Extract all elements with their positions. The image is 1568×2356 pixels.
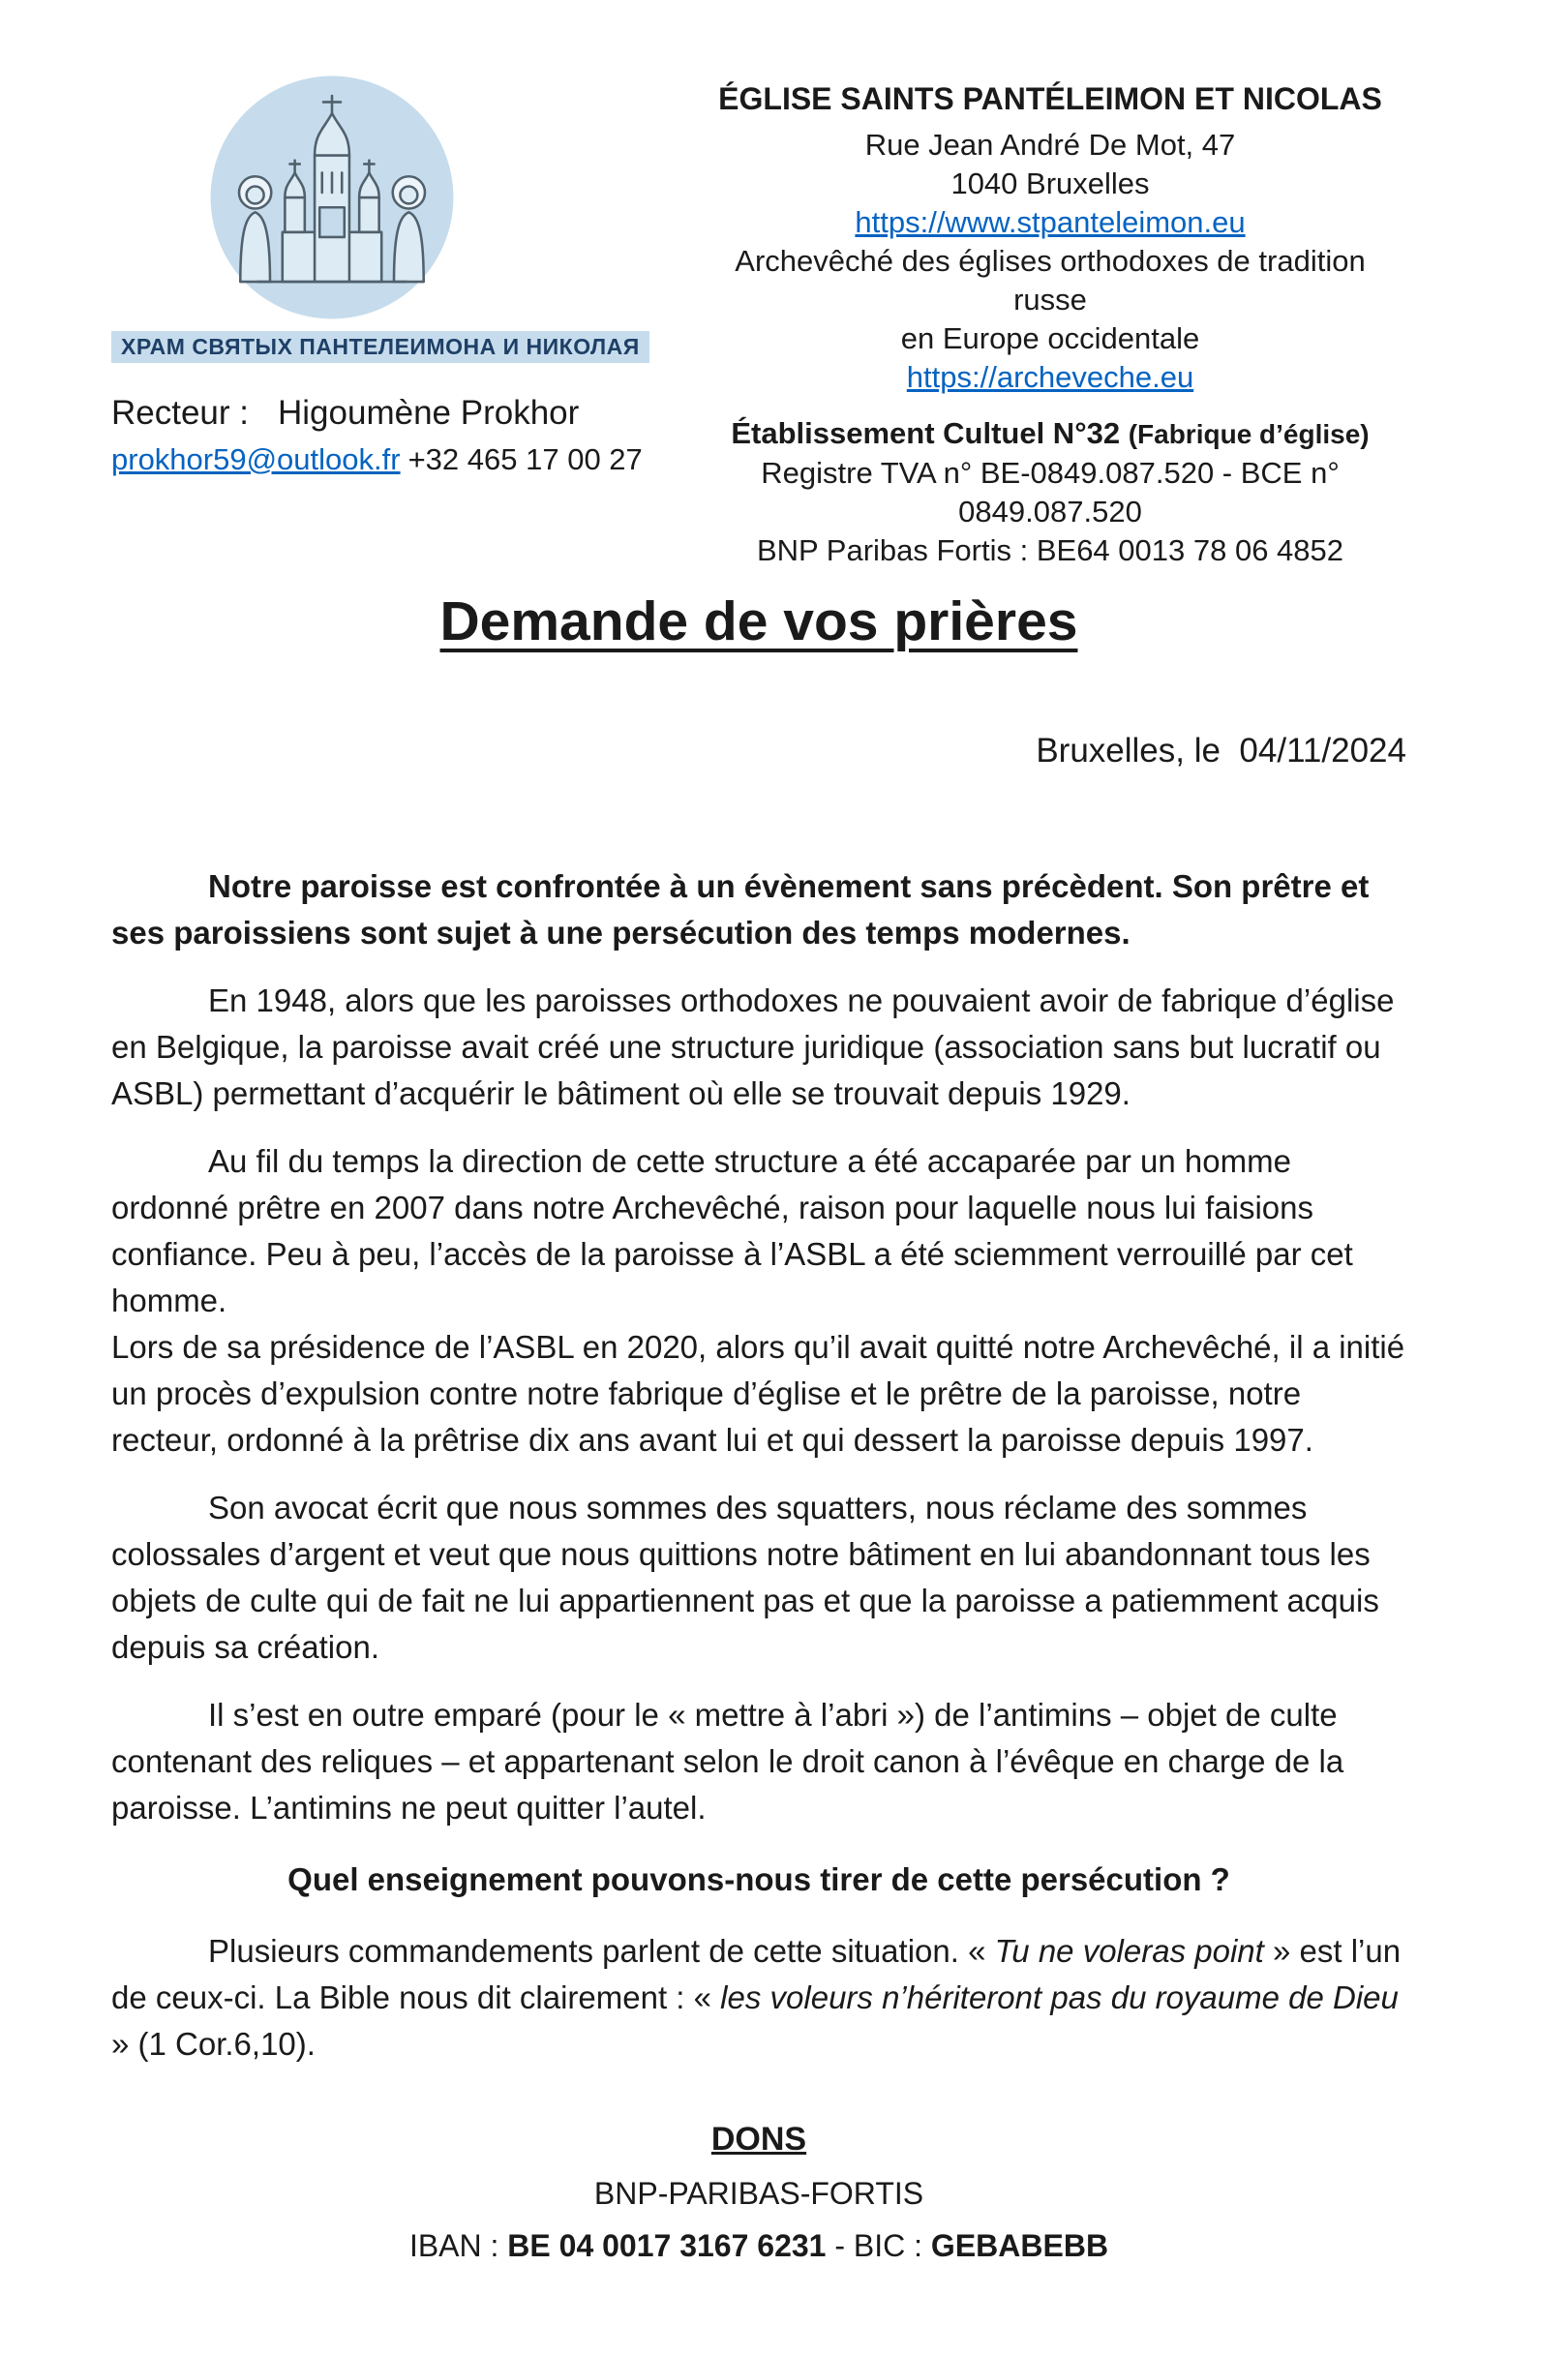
bible-quote-1: Tu ne voleras point bbox=[994, 1933, 1264, 1970]
registre-line: Registre TVA n° BE-0849.087.520 - BCE n° 0849.087.520 bbox=[761, 456, 1340, 529]
paragraph-intro: Notre paroisse est confrontée à un évènement sans précèdent. Son prêtre et ses paroissiens sont sujet à une persécution des temps modernes. bbox=[111, 868, 1370, 951]
parish-logo bbox=[208, 74, 456, 321]
paragraph-avocat: Son avocat écrit que nous sommes des squatters, nous réclame des sommes colossales d’argent et veut que nous quittions notre bâtiment en lui abandonnant tous les objets de culte qui de fait ne lui appartiennent pas et que la paroisse a patiemment acquis depuis sa création. bbox=[111, 1490, 1379, 1666]
letter-title bbox=[111, 589, 1406, 654]
address-line-1: Rue Jean André De Mot, 47 bbox=[864, 128, 1236, 162]
donations-iban-line bbox=[111, 2222, 1406, 2269]
church-name: ÉGLISE SAINTS PANTÉLEIMON ET NICOLAS bbox=[718, 81, 1382, 116]
paragraph-commandments bbox=[111, 1928, 1406, 2068]
church-logo-icon bbox=[208, 74, 456, 321]
donations-title: DONS bbox=[710, 2121, 807, 2159]
paragraph-direction: Au fil du temps la direction de cette structure a été accaparée par un homme ordonné prêtre en 2007 dans notre Archevêché, raison pour laquelle nous lui faisions confiance. Peu à peu, l’accès de la paroisse à l’ASBL a été sciemment verrouillé par cet homme. bbox=[111, 1143, 1353, 1319]
rector-contact-line bbox=[111, 442, 692, 477]
etablissement-label: Établissement Cultuel N°32 bbox=[731, 416, 1121, 450]
rector-phone: +32 465 17 00 27 bbox=[407, 442, 643, 476]
letterhead-left bbox=[111, 74, 692, 477]
etablissement-line bbox=[716, 414, 1384, 454]
etablissement-note: (Fabrique d’église) bbox=[1128, 419, 1370, 449]
paragraph-antimins: Il s’est en outre emparé (pour le « mettre à l’abri ») de l’antimins – objet de culte contenant des reliques – et appartenant selon le droit canon à l’évêque en charge de la paroisse. L’antimins ne peut quitter l’autel. bbox=[111, 1697, 1344, 1827]
rector-name: Higoumène Prokhor bbox=[278, 394, 580, 432]
bible-quote-2: les voleurs n’hériteront pas du royaume de Dieu bbox=[720, 1979, 1399, 2016]
paragraph-presidence: Lors de sa présidence de l’ASBL en 2020, alors qu’il avait quitté notre Archevêché, il a initié un procès d’expulsion contre notre fabrique d’église et le prêtre de la paroisse, notre recteur, ordonné à la prêtrise dix ans avant lui et qui dessert la paroisse depuis 1997. bbox=[111, 1329, 1405, 1459]
question-heading: Quel enseignement pouvons-nous tirer de cette persécution ? bbox=[287, 1861, 1230, 1898]
rector-line bbox=[111, 394, 692, 433]
paragraph-1948: En 1948, alors que les paroisses orthodoxes ne pouvaient avoir de fabrique d’église en Belgique, la paroisse avait créé une structure juridique (association sans but lucratif ou ASBL) permettant d’acquérir le bâtiment où elle se trouvait depuis 1929. bbox=[111, 982, 1395, 1112]
rector-email-link[interactable]: prokhor59@outlook.fr bbox=[111, 442, 401, 476]
dateline: Bruxelles, le 04/11/2024 bbox=[1036, 732, 1406, 770]
commandments-text-1: Plusieurs commandements parlent de cette situation. « bbox=[208, 1933, 995, 1970]
address-line-2: 1040 Bruxelles bbox=[950, 166, 1150, 200]
bank-account-line: BNP Paribas Fortis : BE64 0013 78 06 4852 bbox=[756, 533, 1344, 567]
bic-code: GEBABEBB bbox=[930, 2228, 1109, 2264]
letter-body bbox=[111, 589, 1406, 2269]
parish-website-link[interactable]: https://www.stpanteleimon.eu bbox=[855, 205, 1246, 239]
parish-website-line bbox=[716, 203, 1384, 242]
bic-label: - BIC : bbox=[826, 2228, 931, 2264]
archdiocese-line-1: Archevêché des églises orthodoxes de tradition russe bbox=[735, 244, 1366, 317]
archdiocese-website-link[interactable]: https://archeveche.eu bbox=[906, 360, 1194, 394]
rector-label: Recteur : bbox=[111, 394, 249, 432]
donations-section bbox=[111, 2116, 1406, 2269]
letter-paragraphs bbox=[111, 863, 1406, 2068]
parish-logo-caption: ХРАМ СВЯТЫХ ПАНТЕЛЕИМОНА И НИКОЛАЯ bbox=[111, 331, 649, 363]
letter-title-text: Demande de vos prières bbox=[439, 590, 1078, 652]
iban-label: IBAN : bbox=[408, 2228, 508, 2264]
donations-bank-name: BNP-PARIBAS-FORTIS bbox=[593, 2176, 924, 2212]
commandments-text-3: » (1 Cor.6,10). bbox=[111, 2026, 316, 2063]
iban-number: BE 04 0017 3167 6231 bbox=[507, 2228, 827, 2264]
archdiocese-website-line bbox=[716, 358, 1384, 397]
commandments-text-2: » est l’un de ceux-ci. La Bible nous dit clairement : « bbox=[111, 1933, 1402, 2016]
archdiocese-line-2: en Europe occidentale bbox=[900, 321, 1200, 355]
letterhead-right bbox=[716, 79, 1384, 570]
